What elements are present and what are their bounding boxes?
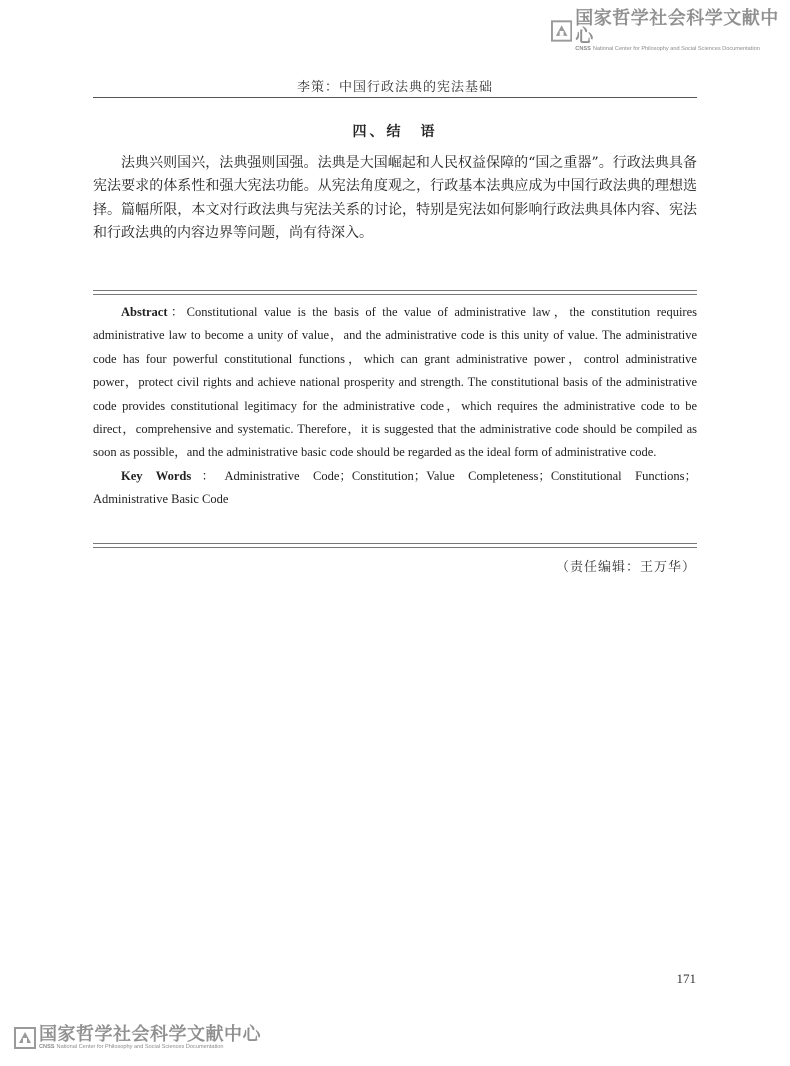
watermark-logo-bottom	[14, 1026, 261, 1051]
editor-note: （责任编辑：王万华）	[555, 560, 696, 575]
running-head: 李策：中国行政法典的宪法基础	[296, 80, 493, 95]
abstract-block	[93, 301, 697, 512]
header-rule	[93, 97, 697, 98]
watermark-cn: 国家哲学社会科学文献中心	[39, 1024, 261, 1045]
abstract-bottom-rule	[93, 543, 697, 548]
conclusion-paragraph: 法典兴则国兴，法典强则国强。法典是大国崛起和人民权益保障的“国之重器”。行政法典具备宪法要求的体系性和强大宪法功能。从宪法角度观之，行政基本法典应成为中国行政法典的理想选择。篇幅所限，本文对行政法典与宪法关系的讨论，特别是宪法如何影响行政法典具体内容、宪法和行政法典的内容边界等问题，尚有待深入。	[93, 155, 697, 241]
watermark-en: National Center for Philosophy and Social Sciences Documentation	[592, 46, 760, 52]
watermark-abbr: CNSS	[39, 1044, 55, 1050]
keywords-paragraph	[93, 465, 697, 512]
abstract-sep: ：	[167, 305, 187, 319]
watermark-cn: 国家哲学社会科学文献中心	[575, 8, 779, 47]
keywords-sep: ：	[191, 468, 225, 483]
watermark-logo-top	[551, 10, 790, 53]
logo-mark-icon	[551, 20, 572, 42]
logo-mark-icon	[14, 1027, 36, 1049]
abstract-text: Constitutional value is the basis of the value of administrative law，the constitution requires administrative law to become a unity of value，and the administrative code is this unity of value. The administrative code has four powerful constitutional functions，which can grant administrative power，control administrative power，protect civil rights and achieve national prosperity and strength. The constitutional basis of the administrative code provides constitutional legitimacy for the administrative code，which requires the administrative code to be direct，comprehensive and systematic. Therefore，it is suggested that the administrative code should be compiled as soon as possible，and the administrative basic code should be regarded as the ideal form of administrative code.	[93, 305, 697, 460]
section-title: 四、结 语	[352, 124, 438, 140]
abstract-top-rule	[93, 290, 697, 295]
watermark-en: National Center for Philosophy and Social Sciences Documentation	[56, 1044, 224, 1050]
abstract-paragraph	[93, 301, 697, 465]
page-number: 171	[676, 971, 696, 986]
watermark-abbr: CNSS	[575, 46, 591, 52]
keywords-text: Administrative Code；Constitution；Value Completeness；Constitutional Functions；Administrative Basic Code	[93, 468, 697, 507]
keywords-label: Key Words	[121, 468, 192, 483]
abstract-label: Abstract	[121, 305, 168, 319]
